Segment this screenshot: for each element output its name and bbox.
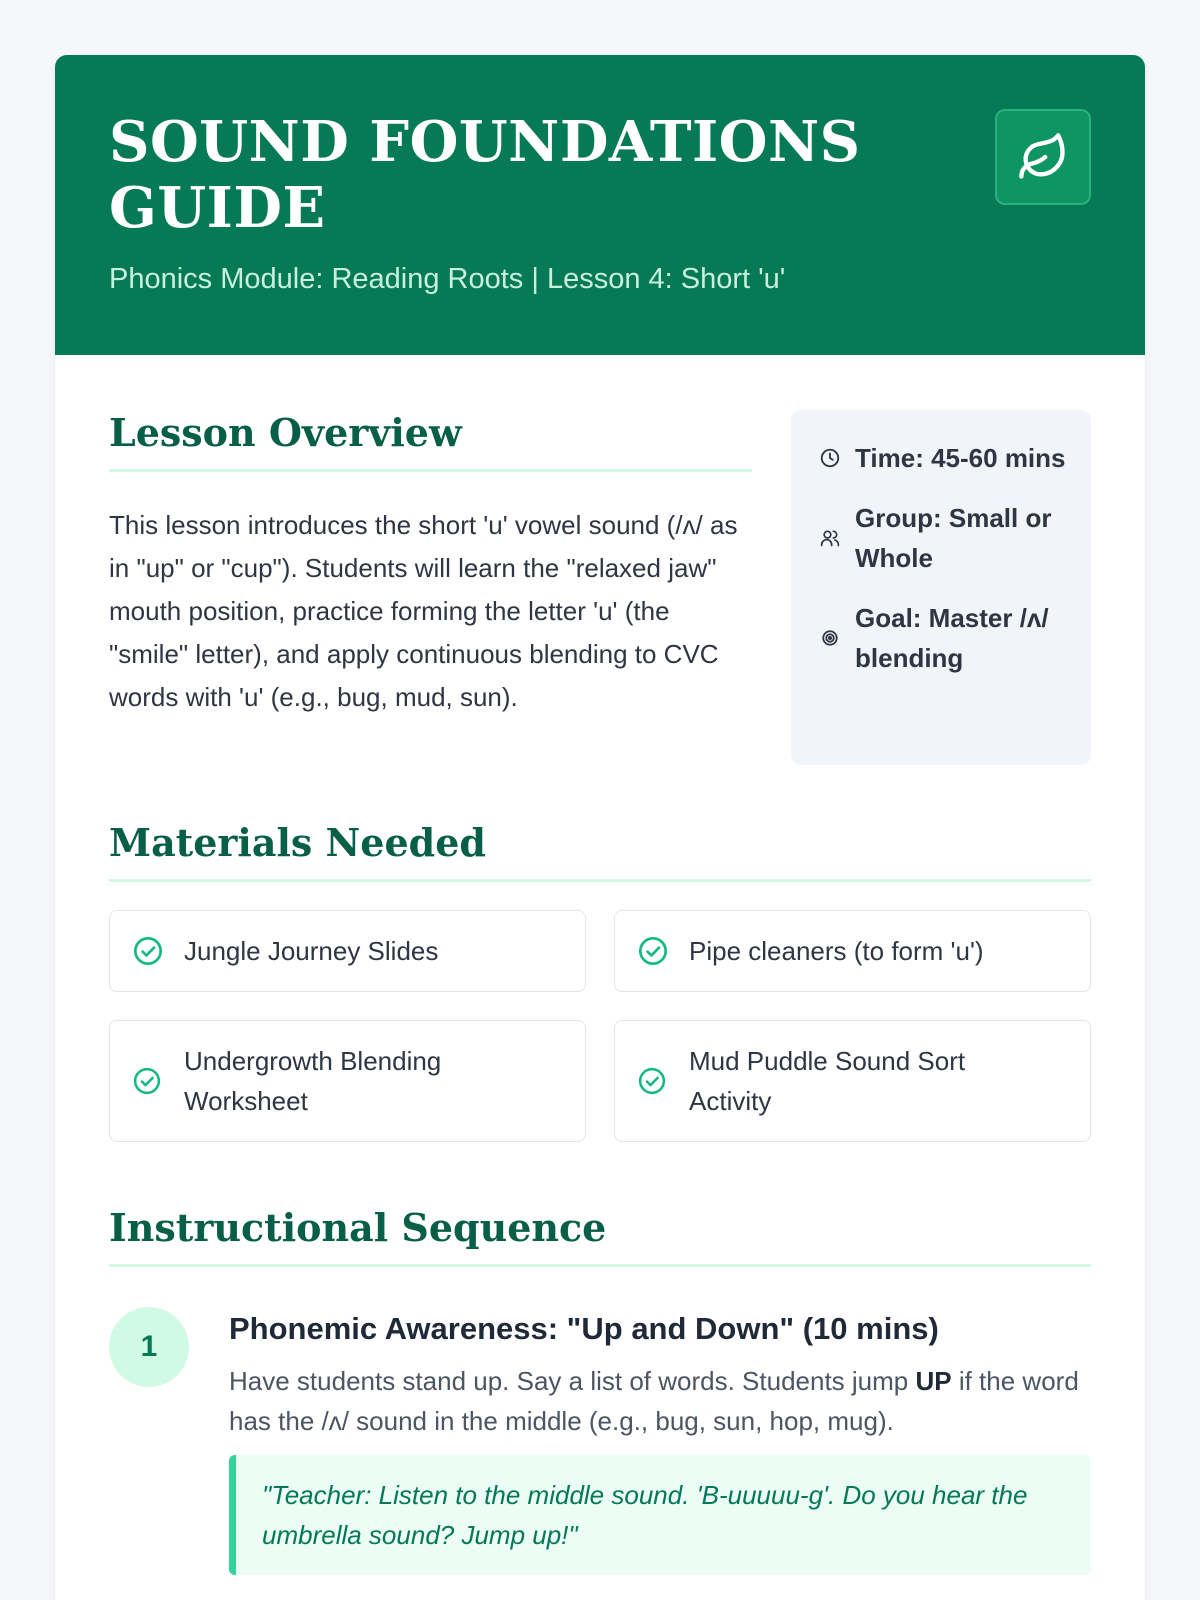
sequence-step (109, 1307, 1091, 1575)
material-item (614, 1020, 1091, 1142)
lesson-overview-section (109, 410, 752, 719)
materials-heading: Materials Needed (109, 820, 1091, 882)
step-title: Phonemic Awareness: "Up and Down" (10 mins) (229, 1311, 939, 1346)
step-number-badge: 1 (109, 1307, 189, 1387)
material-item (109, 1020, 586, 1142)
instructional-sequence-section (109, 1205, 1091, 1575)
overview-text: This lesson introduces the short 'u' vowel sound (/ʌ/ as in "up" or "cup"). Students will learn the "relaxed jaw" mouth position, practice forming the letter 'u' (the "smile" letter), and apply continuous blending to CVC words with 'u' (e.g., bug, mud, sun). (109, 510, 738, 712)
step-desc-part: if the word has the /ʌ/ sound in the middle (e.g., bug, sun, hop, mug). (229, 1366, 1079, 1436)
sequence-heading: Instructional Sequence (109, 1205, 1091, 1267)
clock-icon (817, 447, 843, 469)
users-icon (817, 528, 843, 548)
meta-goal-label: Goal: Master /ʌ/ blending (855, 603, 1049, 673)
material-label: Jungle Journey Slides (184, 936, 439, 966)
materials-grid (109, 910, 1091, 1142)
meta-group (817, 498, 1067, 578)
material-item (109, 910, 586, 992)
lesson-meta-panel (791, 410, 1091, 765)
leaf-icon (1017, 131, 1069, 183)
page-title: SOUND FOUNDATIONS GUIDE (109, 109, 861, 241)
step-desc-emphasis: UP (915, 1366, 952, 1396)
check-circle-icon (637, 935, 669, 967)
check-circle-icon (132, 935, 164, 967)
step-description (229, 1361, 1091, 1441)
step-body (229, 1307, 1091, 1575)
step-desc-part: Have students stand up. Say a list of words. Students jump (229, 1366, 916, 1396)
meta-time (817, 438, 1067, 478)
overview-heading: Lesson Overview (109, 410, 752, 472)
check-circle-icon (637, 1066, 669, 1096)
material-label: Undergrowth Blending Worksheet (184, 1046, 442, 1116)
material-label: Pipe cleaners (to form 'u') (689, 936, 984, 966)
meta-goal (817, 598, 1067, 678)
meta-time-label: Time: 45-60 mins (855, 443, 1066, 473)
header-banner (55, 55, 1145, 355)
target-icon (817, 629, 843, 647)
guide-card (55, 55, 1145, 1600)
meta-group-label: Group: Small or Whole (855, 503, 1052, 573)
logo-badge (995, 109, 1091, 205)
page-subtitle: Phonics Module: Reading Roots | Lesson 4: Short 'u' (109, 263, 786, 295)
check-circle-icon (132, 1066, 164, 1096)
materials-section (109, 820, 1091, 1142)
teacher-quote: "Teacher: Listen to the middle sound. 'B-uuuuu-g'. Do you hear the umbrella sound? Jump up!" (229, 1455, 1091, 1575)
material-item (614, 910, 1091, 992)
material-label: Mud Puddle Sound Sort Activity (689, 1046, 966, 1116)
